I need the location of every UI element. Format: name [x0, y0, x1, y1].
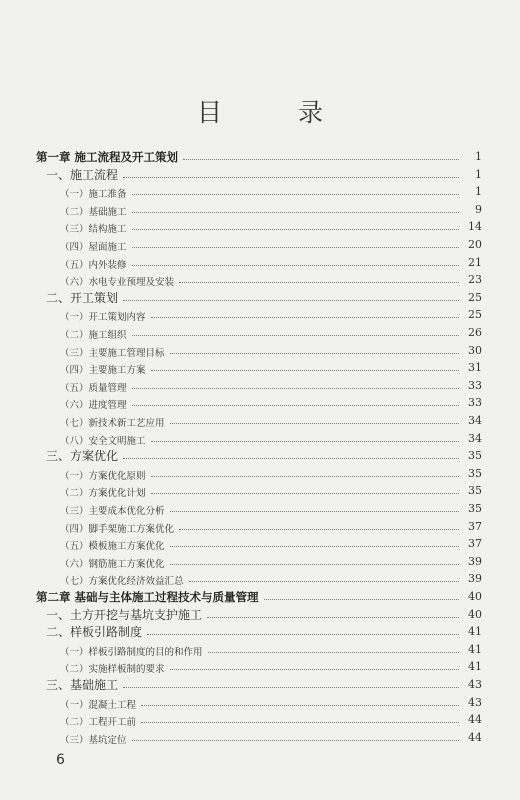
- toc-entry-page: 39: [468, 554, 482, 568]
- toc-entry-label: （三）基坑定位: [60, 734, 127, 746]
- toc-entry-page: 31: [468, 361, 482, 375]
- toc-entry-label: （五）模板施工方案优化: [60, 541, 165, 553]
- toc-entry-label: （二）工程开工前: [60, 717, 137, 729]
- toc-entry-label: （七）方案优化经济效益汇总: [60, 576, 184, 588]
- toc-entry-page: 9: [475, 202, 482, 216]
- toc-entry-label: （一）施工准备: [60, 189, 127, 201]
- toc-entry-page: 1: [475, 167, 482, 181]
- toc-entry-page: 25: [468, 308, 482, 322]
- toc-entry-page: 35: [468, 502, 482, 515]
- toc-entry-page: 41: [468, 660, 482, 674]
- toc-entry-label: （二）方案优化计划: [60, 488, 146, 500]
- toc-entry-label: （三）主要成本优化分析: [60, 506, 165, 517]
- dot-leader: [132, 739, 459, 741]
- toc-entry-label: 二、样板引路制度: [46, 625, 143, 640]
- toc-entry-label: （八）安全文明施工: [60, 435, 146, 447]
- toc-entry-page: 43: [468, 695, 482, 709]
- toc-entry-label: 第一章 施工流程及开工策划: [36, 150, 179, 164]
- toc-entry-page: 34: [468, 414, 482, 427]
- toc-entry-label: （二）实施样板制的要求: [60, 664, 165, 676]
- toc-entry-page: 39: [468, 572, 482, 586]
- page-number: 6: [56, 752, 65, 768]
- toc-entry-label: 三、方案优化: [46, 449, 119, 464]
- toc-entry-label: （一）开工策划内容: [60, 312, 146, 324]
- toc-entry-label: （三）结构施工: [60, 224, 127, 236]
- toc-entry-page: 14: [468, 220, 482, 234]
- toc-entry-page: 40: [468, 590, 482, 603]
- toc-entry-page: 34: [468, 431, 482, 445]
- toc-entry-label: 三、基础施工: [46, 678, 119, 692]
- toc-entry-page: 25: [468, 290, 482, 304]
- toc-entry-label: （一）样板引路制度的目的和作用: [60, 646, 203, 658]
- toc-entry-label: （四）主要施工方案: [60, 365, 146, 377]
- toc-entry-label: （七）新技术新工艺应用: [60, 418, 165, 429]
- toc-entry-label: （一）混凝土工程: [60, 699, 137, 711]
- toc-entry-page: 26: [468, 326, 482, 339]
- toc-entry-page: 33: [468, 396, 482, 410]
- toc-entry-page: 44: [468, 730, 482, 744]
- toc-entry-page: 35: [468, 449, 482, 463]
- toc-entry-page: 37: [468, 519, 482, 533]
- toc-entry-page: 21: [468, 255, 482, 269]
- toc-entry-page: 35: [468, 484, 482, 498]
- toc-entry-page: 35: [468, 466, 482, 480]
- toc-entry-label: （六）进度管理: [60, 400, 127, 412]
- toc-entry-page: 43: [468, 678, 482, 691]
- toc-entry-label: （六）钢筋施工方案优化: [60, 558, 165, 570]
- toc-entry-page: 41: [468, 642, 482, 656]
- toc-entry-label: 一、施工流程: [46, 167, 119, 182]
- toc-entry-label: （一）方案优化原则: [60, 470, 146, 482]
- toc-entry-label: 二、开工策划: [46, 290, 119, 305]
- toc-entry-page: 33: [468, 378, 482, 392]
- toc-entry-label: （五）内外装修: [60, 259, 127, 271]
- toc-entry-page: 30: [468, 343, 482, 357]
- toc-entry-page: 41: [468, 625, 482, 639]
- toc-entry-page: 44: [468, 713, 482, 727]
- toc-entry-label: 一、土方开挖与基坑支护施工: [46, 607, 203, 622]
- toc-entry-label: （四）屋面施工: [60, 242, 127, 253]
- page-title: 目 录: [197, 98, 357, 127]
- toc-entry-label: （三）主要施工管理目标: [60, 347, 165, 359]
- toc-entry-label: （六）水电专业预埋及安装: [60, 277, 175, 289]
- toc-entry-page: 1: [475, 150, 482, 163]
- toc-entry[interactable]: [0, 724, 488, 746]
- toc-entry-page: 1: [475, 185, 482, 199]
- toc-entry-page: 40: [468, 607, 482, 621]
- toc-entry-page: 20: [468, 238, 482, 251]
- toc-entry-label: （五）质量管理: [60, 382, 127, 394]
- toc-entry-label: 第二章 基础与主体施工过程技术与质量管理: [36, 590, 259, 604]
- toc-entry-label: （四）脚手架施工方案优化: [60, 523, 175, 535]
- toc-entry-label: （二）基础施工: [60, 206, 127, 218]
- toc-entry-label: （二）施工组织: [60, 330, 127, 341]
- toc-entry-page: 37: [468, 537, 482, 551]
- toc-entry-page: 23: [468, 273, 482, 287]
